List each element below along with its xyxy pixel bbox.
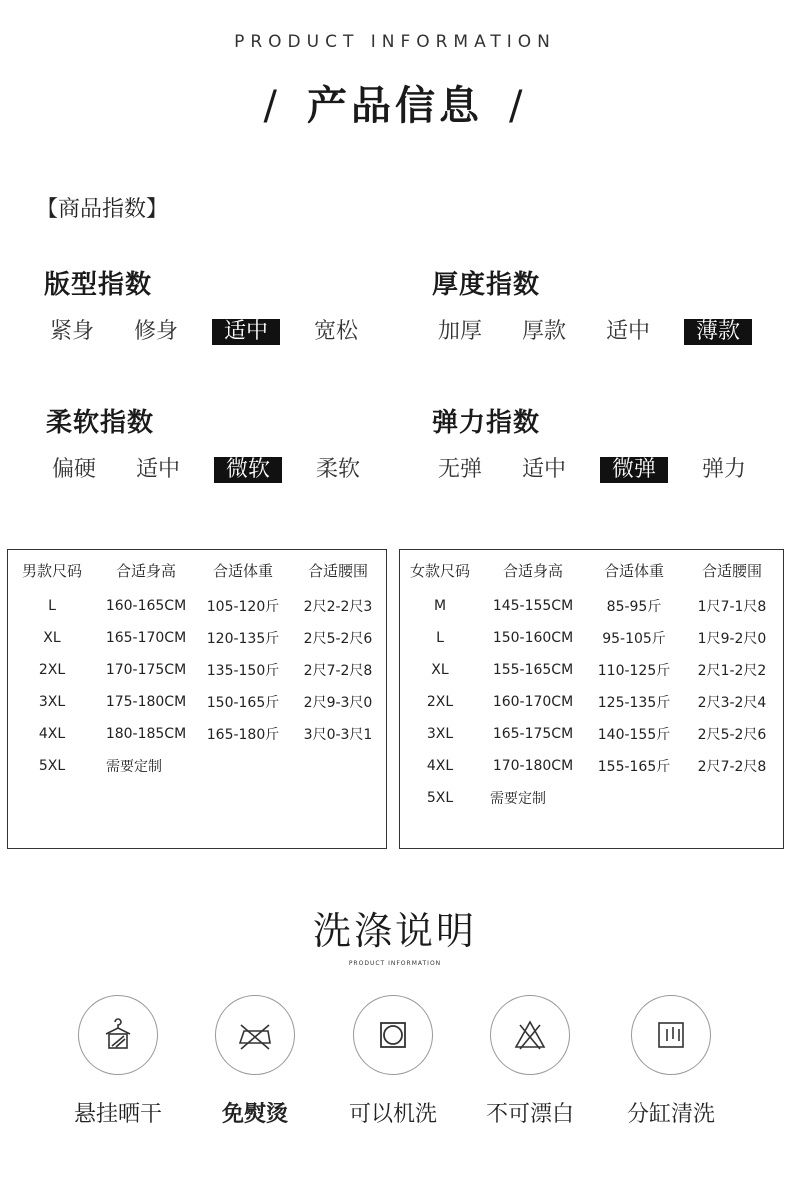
table-row <box>8 622 386 654</box>
product-index-title: 【商品指数】 <box>36 197 169 222</box>
fit-option: 适中 <box>212 319 280 345</box>
table-cell: 160-165CM <box>105 598 187 614</box>
thickness-index-title: 厚度指数 <box>432 270 541 300</box>
softness-option: 偏硬 <box>52 457 97 482</box>
table-cell: 5XL <box>426 790 454 806</box>
table-cell: 140-155斤 <box>597 727 671 743</box>
care-item-no-bleach <box>470 995 590 1128</box>
table-cell: 1尺7-1尺8 <box>697 599 767 615</box>
elasticity-index-title: 弹力指数 <box>432 408 541 438</box>
table-cell: 1尺9-2尺0 <box>697 631 767 647</box>
softness-option: 适中 <box>136 457 181 482</box>
table-cell: 125-135斤 <box>597 695 671 711</box>
thickness-option: 薄款 <box>684 319 752 345</box>
table-header-cell: 合适腰围 <box>307 561 368 580</box>
table-cell: 165-180斤 <box>206 727 280 743</box>
fit-index-group <box>44 264 392 345</box>
table-header-cell: 合适身高 <box>115 561 176 580</box>
table-cell: 175-180CM <box>105 694 187 710</box>
table-cell: 120-135斤 <box>206 631 280 647</box>
table-cell: 145-155CM <box>492 598 574 614</box>
care-item-machine-wash <box>333 995 453 1128</box>
table-cell: 5XL <box>38 758 66 774</box>
no-bleach-icon <box>490 995 570 1075</box>
table-row <box>400 622 783 654</box>
table-cell: 165-170CM <box>105 630 187 646</box>
care-label: 免熨烫 <box>221 1102 288 1127</box>
header-title-text: 产品信息 <box>307 83 483 129</box>
hang-dry-icon <box>78 995 158 1075</box>
table-row <box>400 686 783 718</box>
table-header-row <box>400 550 783 590</box>
table-cell: 150-160CM <box>492 630 574 646</box>
table-cell: 4XL <box>426 758 454 774</box>
thickness-option: 适中 <box>606 319 651 344</box>
machine-wash-icon <box>353 995 433 1075</box>
table-row <box>8 686 386 718</box>
table-cell: 2尺1-2尺2 <box>697 663 767 679</box>
header-chinese-title <box>0 74 790 131</box>
care-label: 不可漂白 <box>485 1102 574 1127</box>
fit-option: 修身 <box>134 319 179 344</box>
table-cell: 3XL <box>426 726 454 742</box>
table-cell: XL <box>43 630 61 646</box>
wash-instructions-subtitle: PRODUCT INFORMATION <box>348 960 442 967</box>
table-cell: 2尺9-3尺0 <box>303 695 373 711</box>
table-cell: 110-125斤 <box>597 663 671 679</box>
table-cell: 2尺7-2尺8 <box>303 663 373 679</box>
table-cell: 2尺7-2尺8 <box>697 759 767 775</box>
table-row <box>400 782 783 814</box>
table-header-cell: 男款尺码 <box>21 561 82 580</box>
softness-index-title: 柔软指数 <box>46 408 155 438</box>
table-cell: 2尺5-2尺6 <box>697 727 767 743</box>
wash-instructions-title: 洗涤说明 <box>312 909 477 953</box>
table-header-cell: 合适身高 <box>502 561 563 580</box>
table-cell: 155-165斤 <box>597 759 671 775</box>
thickness-index-options <box>432 319 780 345</box>
fit-option: 紧身 <box>50 319 95 344</box>
care-label: 分缸清洗 <box>626 1102 715 1127</box>
table-cell: 160-170CM <box>492 694 574 710</box>
table-cell: 150-165斤 <box>206 695 280 711</box>
header-slash-left: / <box>263 83 281 129</box>
care-item-no-iron <box>195 995 315 1128</box>
table-header-row <box>8 550 386 590</box>
elasticity-option: 无弹 <box>438 457 483 482</box>
header-english-title: PRODUCT INFORMATION <box>234 32 556 52</box>
table-cell: L <box>436 630 444 646</box>
table-cell: M <box>433 598 447 614</box>
table-cell: 2尺3-2尺4 <box>697 695 767 711</box>
table-cell: 2尺2-2尺3 <box>303 599 373 615</box>
table-cell: 3XL <box>38 694 66 710</box>
table-cell: 需要定制 <box>106 759 162 775</box>
fit-option: 宽松 <box>314 319 359 344</box>
table-cell: 170-175CM <box>105 662 187 678</box>
table-cell: 2XL <box>426 694 454 710</box>
table-row <box>400 718 783 750</box>
softness-option: 微软 <box>214 457 282 483</box>
no-iron-icon <box>215 995 295 1075</box>
fit-index-title: 版型指数 <box>44 270 153 300</box>
care-item-hang-dry <box>58 995 178 1128</box>
fit-index-options <box>44 319 392 345</box>
thickness-option: 厚款 <box>522 319 567 344</box>
header-slash-right: / <box>509 83 527 129</box>
softness-option: 柔软 <box>316 457 361 482</box>
elasticity-option: 弹力 <box>702 457 747 482</box>
women-size-table <box>399 549 784 849</box>
table-row <box>8 750 386 782</box>
table-cell: 105-120斤 <box>206 599 280 615</box>
table-cell: XL <box>431 662 449 678</box>
table-cell: 95-105斤 <box>602 631 666 647</box>
table-header-cell: 女款尺码 <box>409 561 470 580</box>
table-cell: 165-175CM <box>492 726 574 742</box>
elasticity-index-group <box>432 402 780 483</box>
table-row <box>400 654 783 686</box>
care-item-wash-separately <box>611 995 731 1128</box>
table-cell: 3尺0-3尺1 <box>303 727 373 743</box>
table-cell: L <box>48 598 56 614</box>
table-row <box>8 590 386 622</box>
table-header-cell: 合适体重 <box>603 561 664 580</box>
wash-separately-icon <box>631 995 711 1075</box>
table-header-cell: 合适体重 <box>212 561 273 580</box>
care-label: 悬挂晒干 <box>73 1102 162 1127</box>
table-cell: 4XL <box>38 726 66 742</box>
table-row <box>400 750 783 782</box>
softness-index-options <box>46 457 394 483</box>
table-row <box>8 654 386 686</box>
table-cell: 155-165CM <box>492 662 574 678</box>
elasticity-option: 适中 <box>522 457 567 482</box>
table-cell: 135-150斤 <box>206 663 280 679</box>
table-row <box>8 718 386 750</box>
softness-index-group <box>46 402 394 483</box>
elasticity-index-options <box>432 457 780 483</box>
table-cell: 85-95斤 <box>606 599 662 615</box>
table-header-cell: 合适腰围 <box>701 561 762 580</box>
thickness-option: 加厚 <box>438 319 483 344</box>
table-cell: 2尺5-2尺6 <box>303 631 373 647</box>
men-size-table <box>7 549 387 849</box>
table-cell: 180-185CM <box>105 726 187 742</box>
care-label: 可以机洗 <box>348 1102 437 1127</box>
table-row <box>400 590 783 622</box>
table-cell: 需要定制 <box>490 791 546 807</box>
table-cell: 170-180CM <box>492 758 574 774</box>
table-cell: 2XL <box>38 662 66 678</box>
thickness-index-group <box>432 264 780 345</box>
elasticity-option: 微弹 <box>600 457 668 483</box>
